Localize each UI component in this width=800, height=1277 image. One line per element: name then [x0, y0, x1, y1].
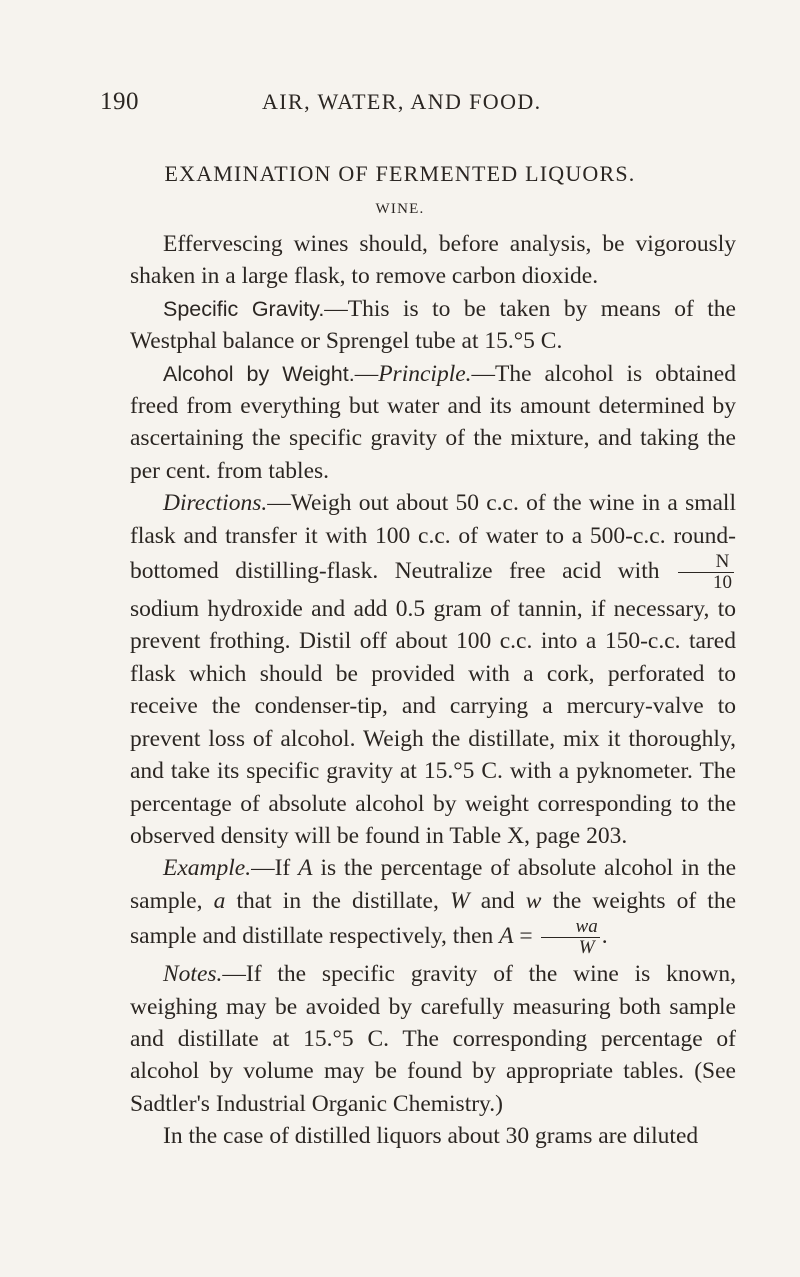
page-header [100, 88, 720, 116]
paragraph-directions: Directions.—Weigh out about 50 c.c. of the wine in a small flask and transfer it with 100 c.c. of water to a 500-c.c. round-bottomed distilling-flask. Neutralize free acid with $\frac{N}{10}$ sodium hydroxide and add 0.5 gram of tannin, if necessary, to prevent frothing. Distil off about 100 c.c. into a 150-c.c. tared flask which should be provided with a cork, perforated to receive the condenser-tip, and carrying a mercury-valve to prevent loss of alcohol. Weigh the distillate, mix it thoroughly, and take its specific gravity at 15.°5 C. with a pyknometer. The percentage of absolute alcohol by weight corresponding to the observed density will be found in Table X, page 203. [130, 490, 736, 849]
paragraph-effervescing: Effervescing wines should, before analysis, be vigorously shaken in a large flask, to remove carbon dioxide. [130, 231, 736, 290]
subheading-label: Principle. [378, 360, 472, 387]
page-number: 190 [100, 88, 139, 115]
paragraph-alcohol-by-weight: Alcohol by Weight.—Principle.—The alcohol is obtained freed from everything but water and its amount determined by ascertaining the specific gravity of the mixture, and taking the per cent. from tables. [130, 360, 736, 484]
subheading-label: Directions. [163, 490, 268, 517]
subsection-title: WINE. [375, 201, 425, 217]
paragraph-notes: Notes.—If the specific gravity of the wine is known, weighing may be avoided by carefully measuring both sample and distillate at 15.°5 C. The corresponding percentage of alcohol by volume may be found by appropriate tables. (See Sadtler's Industrial Organic Chemistry.) [130, 961, 736, 1117]
fraction-n-over-10: $\frac{N}{10}$ [678, 552, 734, 593]
paragraph-specific-gravity: Specific Gravity.—This is to be taken by means of the Westphal balance or Sprengel tube at 15.°5 C. [130, 295, 736, 355]
subheading-label: Example. [163, 855, 252, 882]
running-title: AIR, WATER, AND FOOD. [262, 89, 542, 114]
paragraph-example: Example.—If A is the percentage of absolute alcohol in the sample, a that in the distillate, W and w the weights of the sample and distillate respectively, then A = $\frac{wa}{W}$ . [130, 855, 737, 959]
run-in-heading: Specific Gravity. [163, 296, 325, 321]
body-text [130, 228, 736, 1153]
equation-lhs: A [499, 923, 514, 950]
run-in-heading: Alcohol by Weight. [163, 361, 355, 386]
fraction-wa-over-w: $\frac{wa}{W}$ [541, 917, 600, 958]
paragraph-distilled-liquors: In the case of distilled liquors about 30 grams are diluted [163, 1123, 699, 1150]
subheading-label: Notes. [163, 961, 223, 988]
section-title: EXAMINATION OF FERMENTED LIQUORS. [164, 161, 636, 186]
